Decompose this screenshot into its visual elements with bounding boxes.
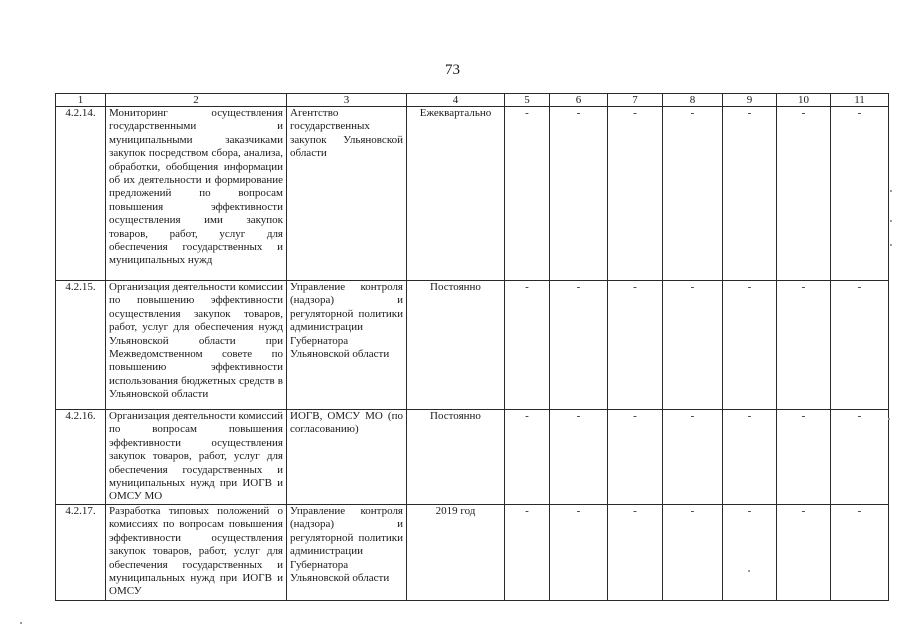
item-description: Мониторинг осуществления государственными и муниципальными заказчиками закупок посредством сбора, анализа, обработки, обобщения информации об их деятельности и формирование предложений по вопросам повышения эффективности осуществления ими закупок товаров, работ, услуг для обеспечения государственных и муниципальных нужд [106, 107, 287, 281]
item-executor: Управление контроля (надзора) и регуляторной политики администрации Губернатора Ульяновской области [287, 505, 407, 601]
value-cell: - [723, 281, 777, 410]
column-header: 1 [56, 94, 106, 107]
value-cell: - [723, 505, 777, 601]
value-cell: - [550, 505, 608, 601]
item-description: Организация деятельности комиссий по вопросам повышения эффективности осуществления закупок товаров, работ, услуг для обеспечения государственных и муниципальных нужд при ИОГВ и ОМСУ МО [106, 410, 287, 505]
scan-speck [20, 622, 22, 624]
column-header: 5 [505, 94, 550, 107]
item-executor: Агентство государственных закупок Ульяновской области [287, 107, 407, 281]
value-cell: - [663, 505, 723, 601]
value-cell: - [550, 410, 608, 505]
value-cell: - [831, 410, 889, 505]
item-executor: ИОГВ, ОМСУ МО (по согласованию) [287, 410, 407, 505]
item-number: 4.2.16. [56, 410, 106, 505]
value-cell: - [608, 410, 663, 505]
page-number: 73 [445, 62, 460, 78]
value-cell: - [723, 107, 777, 281]
value-cell: - [831, 107, 889, 281]
value-cell: - [777, 281, 831, 410]
column-header: 3 [287, 94, 407, 107]
item-period: 2019 год [407, 505, 505, 601]
value-cell: - [663, 410, 723, 505]
measures-table [55, 93, 889, 601]
table-row [56, 107, 889, 281]
item-executor: Управление контроля (надзора) и регуляторной политики администрации Губернатора Ульяновской области [287, 281, 407, 410]
value-cell: - [831, 505, 889, 601]
table-row [56, 281, 889, 410]
column-header: 4 [407, 94, 505, 107]
value-cell: - [831, 281, 889, 410]
value-cell: - [505, 107, 550, 281]
item-description: Организация деятельности комиссии по повышению эффективности осуществления закупок товаров, работ, услуг для обеспечения нужд Ульяновской области при Межведомственном совете по повышению эффективности использования бюджетных средств в Ульяновской области [106, 281, 287, 410]
value-cell: - [608, 505, 663, 601]
value-cell: - [777, 505, 831, 601]
table-row [56, 505, 889, 601]
item-number: 4.2.14. [56, 107, 106, 281]
scan-speck [890, 190, 892, 192]
value-cell: - [505, 410, 550, 505]
column-header: 11 [831, 94, 889, 107]
header-row [56, 94, 889, 107]
value-cell: - [663, 281, 723, 410]
item-period: Постоянно [407, 281, 505, 410]
item-period: Постоянно [407, 410, 505, 505]
value-cell: - [505, 281, 550, 410]
column-header: 9 [723, 94, 777, 107]
column-header: 10 [777, 94, 831, 107]
value-cell: - [777, 107, 831, 281]
table-row [56, 410, 889, 505]
scan-speck [890, 244, 892, 246]
column-header: 7 [608, 94, 663, 107]
value-cell: - [777, 410, 831, 505]
scan-speck [748, 570, 750, 572]
scan-speck [890, 220, 892, 222]
scan-speck [888, 418, 890, 420]
item-number: 4.2.15. [56, 281, 106, 410]
value-cell: - [663, 107, 723, 281]
item-number: 4.2.17. [56, 505, 106, 601]
column-header: 6 [550, 94, 608, 107]
value-cell: - [723, 410, 777, 505]
value-cell: - [608, 107, 663, 281]
item-period: Ежеквартально [407, 107, 505, 281]
value-cell: - [608, 281, 663, 410]
value-cell: - [550, 281, 608, 410]
value-cell: - [505, 505, 550, 601]
column-header: 8 [663, 94, 723, 107]
column-header: 2 [106, 94, 287, 107]
value-cell: - [550, 107, 608, 281]
item-description: Разработка типовых положений о комиссиях по вопросам повышения эффективности осуществления закупок товаров, работ, услуг для обеспечения государственных и муниципальных нужд при ИОГВ и ОМСУ [106, 505, 287, 601]
